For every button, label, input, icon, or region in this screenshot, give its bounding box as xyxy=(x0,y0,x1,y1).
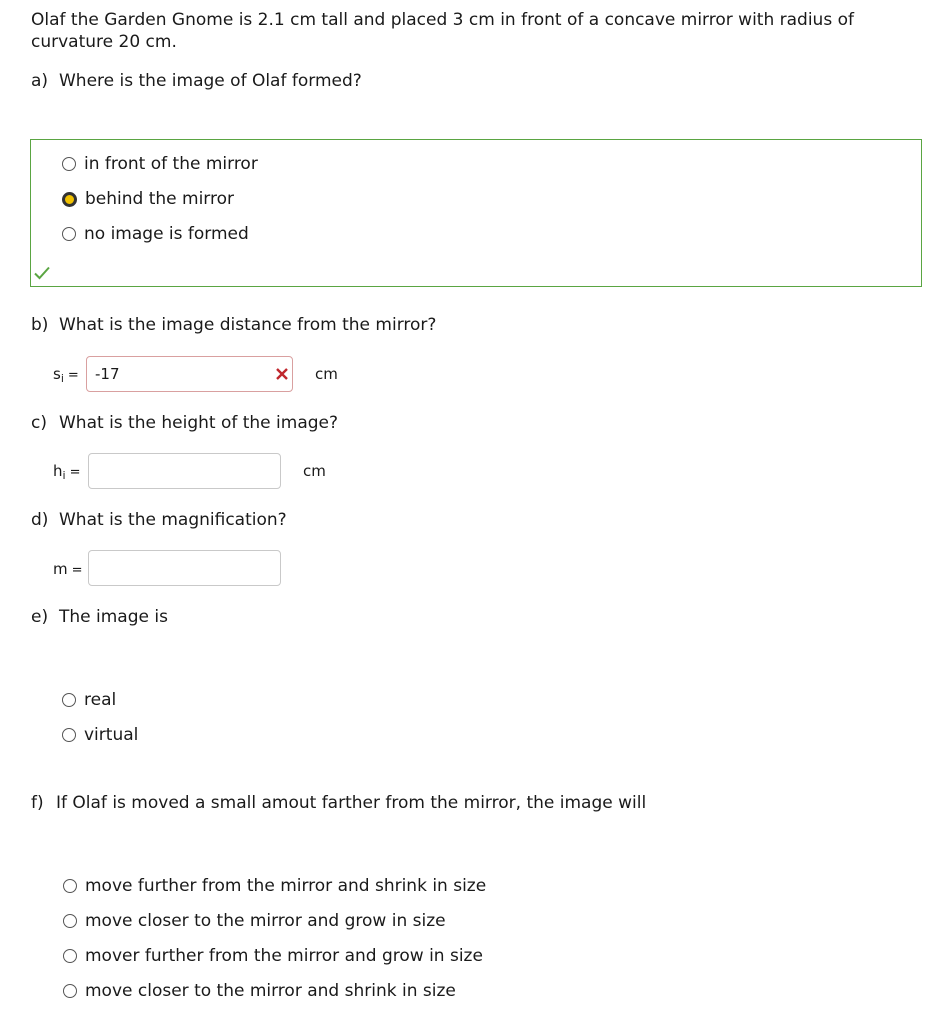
image-height-label xyxy=(53,461,80,486)
question-a-text: Where is the image of Olaf formed? xyxy=(59,71,362,91)
var-sub: i xyxy=(62,469,66,482)
equals-sign: = xyxy=(67,368,79,383)
radio-option-label: mover further from the mirror and grow in size xyxy=(85,946,483,966)
question-e xyxy=(31,606,168,628)
radio-option-real[interactable] xyxy=(62,689,116,711)
question-c xyxy=(31,412,338,434)
problem-statement: Olaf the Garden Gnome is 2.1 cm tall and placed 3 cm in front of a concave mirror with radius of curvature 20 cm. xyxy=(31,10,854,52)
radio-option-in-front[interactable] xyxy=(62,153,258,175)
equals-sign: = xyxy=(71,563,83,578)
unit-label: cm xyxy=(303,462,326,480)
radio-option-label: move further from the mirror and shrink in size xyxy=(85,876,487,896)
radio-button[interactable] xyxy=(62,728,76,742)
radio-option-label: move closer to the mirror and grow in size xyxy=(85,911,446,931)
check-icon xyxy=(34,266,50,280)
radio-option-closer-grow[interactable] xyxy=(63,910,446,932)
radio-option-virtual[interactable] xyxy=(62,724,138,746)
question-a-letter: a) xyxy=(31,71,49,91)
question-f-text: If Olaf is moved a small amout farther from the mirror, the image will xyxy=(56,793,647,813)
question-c-letter: c) xyxy=(31,413,47,433)
radio-option-label: virtual xyxy=(84,725,139,745)
var-main: s xyxy=(53,365,61,383)
x-icon xyxy=(275,367,289,381)
var-sub: i xyxy=(60,372,64,385)
var-main: m xyxy=(53,560,68,578)
radio-option-label: in front of the mirror xyxy=(84,154,258,174)
question-d xyxy=(31,509,287,531)
radio-button[interactable] xyxy=(62,227,76,241)
question-d-text: What is the magnification? xyxy=(59,510,287,530)
radio-option-label: move closer to the mirror and shrink in size xyxy=(85,981,456,1001)
question-b xyxy=(31,314,436,336)
question-a xyxy=(31,70,362,92)
radio-option-label: real xyxy=(84,690,117,710)
radio-option-label: no image is formed xyxy=(84,224,249,244)
radio-button-selected[interactable] xyxy=(62,192,77,207)
question-b-letter: b) xyxy=(31,315,49,335)
radio-option-further-shrink[interactable] xyxy=(63,875,486,897)
question-b-text: What is the image distance from the mirror? xyxy=(59,315,437,335)
image-distance-label xyxy=(53,364,79,389)
question-f-letter: f) xyxy=(31,793,44,813)
radio-button[interactable] xyxy=(63,949,77,963)
equals-sign: = xyxy=(69,465,81,480)
magnification-input[interactable] xyxy=(88,550,281,586)
unit-label: cm xyxy=(315,365,338,383)
radio-option-behind[interactable] xyxy=(62,188,234,210)
radio-option-further-grow[interactable] xyxy=(63,945,483,967)
question-e-letter: e) xyxy=(31,607,49,627)
radio-option-no-image[interactable] xyxy=(62,223,249,245)
question-d-letter: d) xyxy=(31,510,49,530)
radio-button[interactable] xyxy=(63,914,77,928)
image-distance-input[interactable] xyxy=(86,356,293,392)
question-f xyxy=(31,792,646,814)
image-height-input[interactable] xyxy=(88,453,281,489)
radio-option-label: behind the mirror xyxy=(85,189,234,209)
question-c-text: What is the height of the image? xyxy=(59,413,339,433)
radio-button[interactable] xyxy=(62,693,76,707)
radio-option-closer-shrink[interactable] xyxy=(63,980,456,1002)
radio-button[interactable] xyxy=(62,157,76,171)
question-e-text: The image is xyxy=(59,607,168,627)
var-main: h xyxy=(53,462,63,480)
magnification-label xyxy=(53,559,83,581)
radio-button[interactable] xyxy=(63,879,77,893)
radio-button[interactable] xyxy=(63,984,77,998)
